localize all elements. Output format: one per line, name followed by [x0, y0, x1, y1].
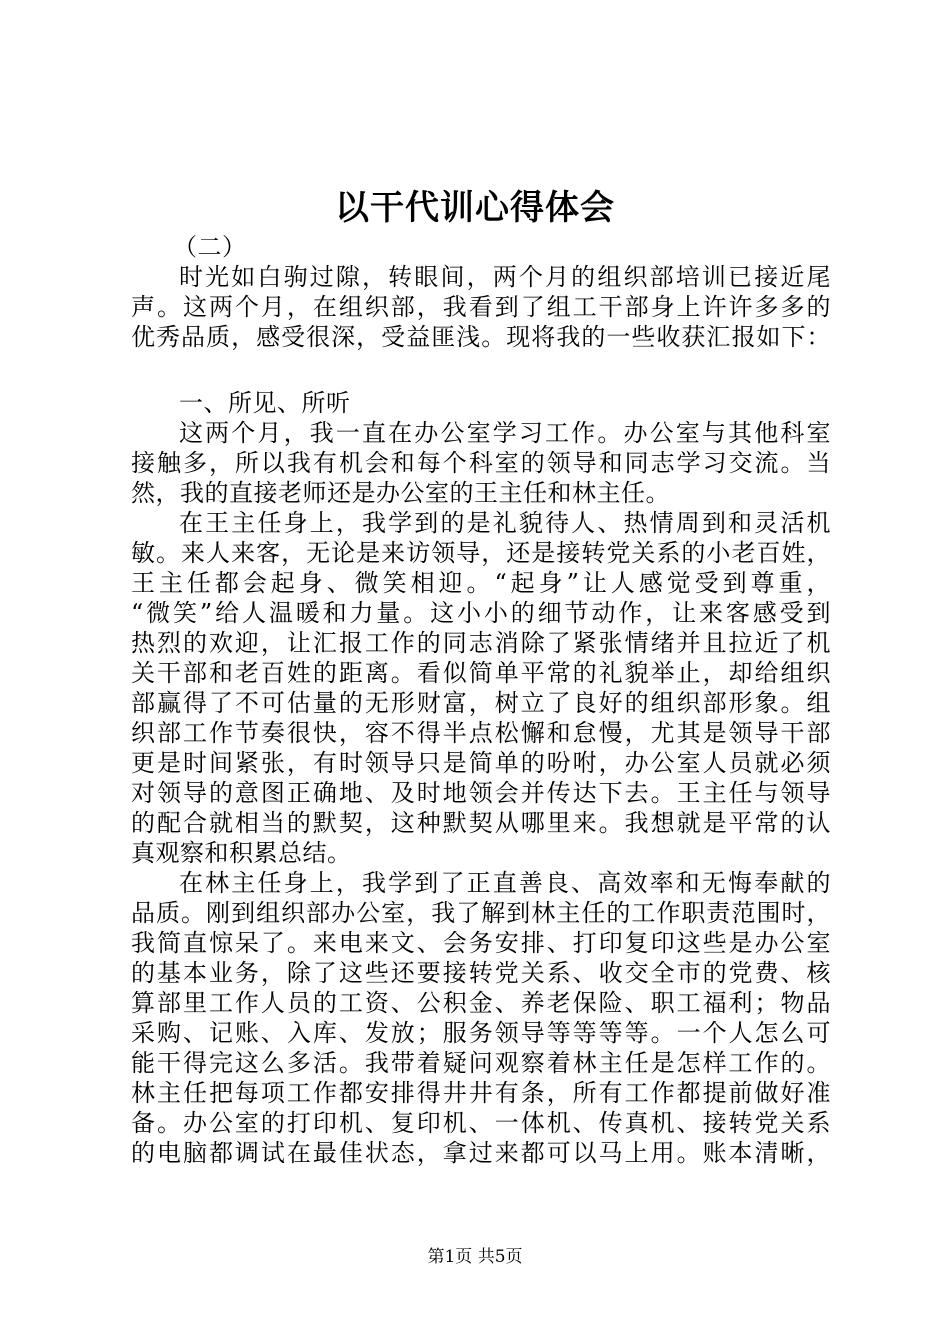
paragraph-line: 备。办公室的打印机、复印机、一体机、传真机、接转党关系 — [131, 1109, 831, 1137]
paragraph-line: 真观察和积累总结。 — [131, 839, 352, 867]
paragraph-line: 关干部和老百姓的距离。看似简单平常的礼貌举止，却给组织 — [131, 659, 831, 687]
paragraph-line: 这两个月，我一直在办公室学习工作。办公室与其他科室 — [179, 419, 831, 447]
paragraph-line: 时光如白驹过隙，转眼间，两个月的组织部培训已接近尾 — [179, 263, 831, 291]
paragraph-line: 在林主任身上，我学到了正直善良、高效率和无悔奉献的 — [179, 869, 831, 897]
paragraph-line: 敏。来人来客，无论是来访领导，还是接转党关系的小老百姓， — [131, 539, 831, 567]
paragraph-line: “微笑”给人温暖和力量。这小小的细节动作，让来客感受到 — [131, 599, 831, 627]
paragraph-line: 然，我的直接老师还是办公室的王主任和林主任。 — [131, 479, 670, 507]
page-number-footer: 第1页 共5页 — [427, 1247, 523, 1267]
paragraph-line: 算部里工作人员的工资、公积金、养老保险、职工福利；物品 — [131, 989, 831, 1017]
document-subtitle: （二） — [173, 233, 247, 261]
paragraph-line: 优秀品质，感受很深，受益匪浅。现将我的一些收获汇报如下： — [131, 323, 831, 351]
paragraph-line: 我简直惊呆了。来电来文、会务安排、打印复印这些是办公室 — [131, 929, 831, 957]
paragraph-line: 织部工作节奏很快，容不得半点松懈和怠慢，尤其是领导干部 — [131, 719, 831, 747]
paragraph-line: 声。这两个月，在组织部，我看到了组工干部身上许许多多的 — [131, 293, 831, 321]
paragraph-line: 的电脑都调试在最佳状态，拿过来都可以马上用。账本清晰， — [131, 1139, 831, 1167]
paragraph-line: 部赢得了不可估量的无形财富，树立了良好的组织部形象。组 — [131, 689, 831, 717]
document-title: 以干代训心得体会 — [335, 188, 615, 228]
document-body — [131, 232, 831, 1168]
paragraph-line: 林主任把每项工作都安排得井井有条，所有工作都提前做好准 — [131, 1079, 831, 1107]
paragraph-line: 接触多，所以我有机会和每个科室的领导和同志学习交流。当 — [131, 449, 831, 477]
paragraph-line: 王主任都会起身、微笑相迎。“起身”让人感觉受到尊重， — [131, 569, 831, 597]
paragraph-line: 品质。刚到组织部办公室，我了解到林主任的工作职责范围时， — [131, 899, 831, 927]
paragraph-gap — [131, 352, 831, 388]
paragraph-line: 更是时间紧张，有时领导只是简单的吩咐，办公室人员就必须 — [131, 749, 831, 777]
paragraph-line: 的配合就相当的默契，这种默契从哪里来。我想就是平常的认 — [131, 809, 831, 837]
paragraph-line: 热烈的欢迎，让汇报工作的同志消除了紧张情绪并且拉近了机 — [131, 629, 831, 657]
paragraph-line: 的基本业务，除了这些还要接转党关系、收交全市的党费、核 — [131, 959, 831, 987]
paragraph-line: 在王主任身上，我学到的是礼貌待人、热情周到和灵活机 — [179, 509, 831, 537]
paragraph-line: 采购、记账、入库、发放；服务领导等等等等。一个人怎么可 — [131, 1019, 831, 1047]
paragraph-line: 对领导的意图正确地、及时地领会并传达下去。王主任与领导 — [131, 779, 831, 807]
paragraph-line: 能干得完这么多活。我带着疑问观察着林主任是怎样工作的。 — [131, 1049, 831, 1077]
section-heading: 一、所见、所听 — [179, 389, 351, 417]
